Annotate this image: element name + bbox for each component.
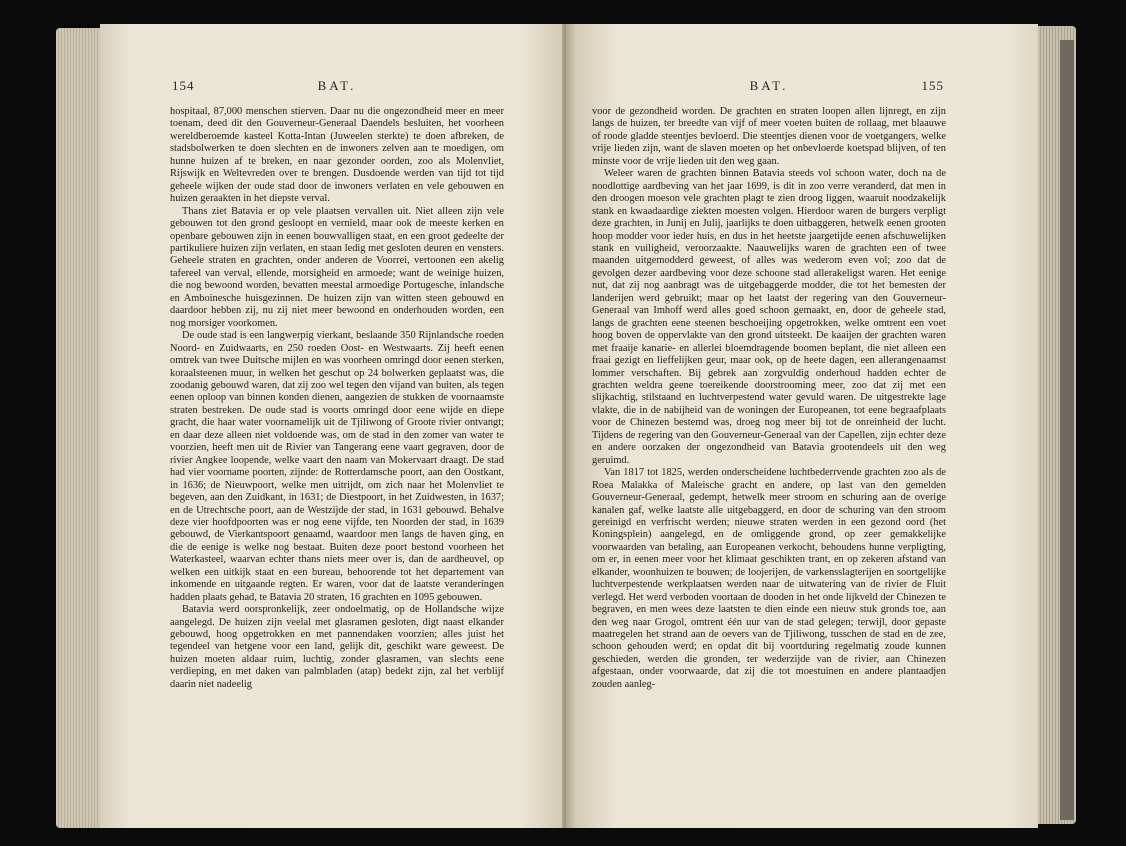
left-paragraph-3: De oude stad is een langwerpig vierkant, beslaande 350 Rijnlandsche roeden Noord- en Zuidwaarts, en 250 roeden Oost- en Westwaarts. Zij heeft eenen omtrek van twee Duitsche mijlen en was voorheen omringd door eenen sterken, koraalsteenen muur, in welken het geschut op 24 bolwerken geplaatst was, die zoodanig gebouwd waren, dat zij zoo wel tegen den vijand van buiten, als tegen eenen oploop van binnen konden dienen, aangezien de stukken de voornaamste straten bestreken. De oude stad is voorts omringd door eene wijde en diepe gracht, die haar water voornamelijk uit de Tjiliwong of Groote rivier ontvangt; en daar deze alleen niet voldoende was, om de stad in den zomer van water te voorzien, heeft men uit de Rivier van Tangerang eene vaart gegraven, door de rivier Angkee loopende, welke vaart den naam van Mokervaart draagt. De stad had vier voorname poorten, zijnde: de Rotterdamsche poort, aan den Oostkant, in 1636; de Nieuwpoort, welke men uitrijdt, om zich naar het Molenvliet te begeven, aan den Zuidkant, in 1631; de Diestpoort, in het Zuidwesten, in 1637; en de Utrechtsche poort, aan de Westzijde der stad, in 1631 gebouwd. Behalve deze vier hoofdpoorten was er nog eene vijfde, ten Noorden der stad, in 1639 gebouwd, de Vierkantspoort genaamd, waardoor men langs de haven ging, en die de eenige is welke nog bestaat. Buiten deze poort bestond voorheen het Waterkasteel, waarvan echter thans niets meer over is, dan de aardheuvel, op welken een uitkijk staat en een bureau, behoorende tot het departement van inkomende en uitgaande regten. Er waren, voor dat de laatste veranderingen hadden plaats gehad, te Batavia 20 straten, 16 grachten en 1095 gebouwen. [170,330,504,603]
right-paragraph-3: Van 1817 tot 1825, werden onderscheidene luchtbederrvende grachten zoo als de Roea Malakka of Maleische gracht en andere, op last van den gemelden Gouverneur-Generaal, gedempt, hetwelk meer stroom en schuring aan de overige kanalen gaf, welke laatste alle uitgebaggerd, en door de schuring van den stroom gereinigd en verfrischt werden; nieuwe straten werden in een gezond oord (het Koningsplein) aangelegd, en de omliggende grond, op zeer gemakkelijke voorwaarden van betaling, aan Europeanen verkocht, behoudens hunne verpligting, om er, in eenen meer voor het klimaat geschikten trant, en op zekeren afstand van elkander, woonhuizen te bouwen; de loojerijen, de varkensslagterijen en soortgelijke luchtverpestende werkplaatsen werden naar de uitwatering van de rivier de Fluit verlegd. Het werd verboden voortaan de dooden in het onde lijkveld der Chinezen te begraven, en men wees deze laatsten te dien einde een nieuw stuk gronds toe, aan den weg naar Grogol, omtrent één uur van de stad gelegen; terwijl, door gepaste maatregelen het strand aan de oevers van de Tjiliwong, tusschen de stad en de zee, schoon gehouden werd; en opdat dit bij voortduring regelmatig zoude kunnen geschieden, werden die gronden, ter wederzijde van de rivier, aan Chinezen afgestaan, onder voorwaarde, dat zij die tot moestuinen en andere plantaadjen zouden aanleg- [592,467,946,690]
left-page [100,24,570,828]
right-page [566,24,1038,828]
book-cover-edge [1060,40,1074,820]
left-page-number: 154 [172,78,195,93]
left-page-body [170,106,504,691]
left-running-title: BAT. [317,78,357,93]
left-running-head [172,78,502,98]
right-page-number: 155 [921,78,944,93]
left-paragraph-1: hospitaal, 87,000 menschen stierven. Daar nu die ongezondheid meer en meer toenam, deed dit den Gouverneur-Generaal Daendels besluiten, het voorheen wereldberoemde kasteel Kotta-Intan (Juweelen sterkte) te doen afbreken, de stadsbolwerken te doen slechten en de inwoners zelven aan te moedigen, om hunne huizen af te breken, en naar gezonder oorden, zoo als Molenvliet, Rijswijk en Weltevreden over te brengen. Dusdoende werden van tijd tot tijd geheele wijken der oude stad door de inwoners verlaten en vele gebouwen en huizen geraakten in het diepste verval. [170,106,504,205]
left-paragraph-4: Batavia werd oorspronkelijk, zeer ondoelmatig, op de Hollandsche wijze aangelegd. De huizen zijn veelal met glasramen gesloten, digt naast elkander gebouwd, hoog opgetrokken en met pannendaken voorzien; alles juist het tegendeel van hetgene voor een land, gelijk dit, geschikt ware geweest. De huizen moeten aldaar ruim, luchtig, zonder glasramen, van slechts eene verdieping, en met daken van palmbladen (atap) bedekt zijn, zal het verblijf daarin niet nadeelig [170,604,504,690]
right-running-head [594,78,944,98]
right-paragraph-2: Weleer waren de grachten binnen Batavia steeds vol schoon water, doch na de noodlottige aardbeving van het jaar 1699, is dit in zoo verre veranderd, dat men in den droogen moeson vele grachten plagt te zien droog liggen, waaruit noodzakelijk stank en kwaadaardige ziekten moesten volgen. Hierdoor waren de burgers verpligt deze grachten, in Junij en Julij, jaarlijks te doen uitbaggeren, hetwelk eenen grooten hoop modder voor ieder huis, en dus in het heetste jaargetijde eenen afschuwelijken stank en vuiligheid, veroorzaakte. Naauwelijks waren de grachten een of twee maanden uitgemodderd geweest, of alles was wederom even vol; zoo dat de gevolgen dezer aardbeving voor deze schoone stad allerakeligst waren. Het eenige nut, dat zij nog aanbragt was de uitgebaggerde modder, die tot het bemesten der landerijen werd gebruikt; maar op het laatst der regering van den Gouverneur-Generaal van Imhoff werd alles goed schoon gemaakt, en, door de geheele stad, langs de grachten eene steenen beschoeijing opgetrokken, welke omtrent een voet hoog boven de oppervlakte van den grond uitsteekt. De kaaijen der grachten waren met fraaije kanarie- en allerlei bloemdragende boomen beplant, die niet alleen een fraai gezigt en lieffelijken geur, maar ook, op de heete dagen, een allerangenaamst lommer verschaften. Bij gebrek aan zorgvuldig onderhoud hadden echter de grachten weldra geene toereikende doorstrooming meer, zoo dat zij met een slijkachtig, stilstaand en luchtverpestend water gevuld waren. De uitgestrekte lage vlakte, die in de nabijheid van de woningen der Europeanen, tot eene begraafplaats voor de Chinezen bestemd was, droeg nog meer bij tot de onreinheid der lucht. Tijdens de regering van den Gouverneur-Generaal van der Capellen, zijn echter deze en andere oorzaken der ongezondheid van Batavia grootendeels uit den weg geruimd. [592,168,946,466]
right-paragraph-1: voor de gezondheid worden. De grachten en straten loopen allen lijnregt, en zijn langs de huizen, ter breedte van vijf of meer voeten buiten de rollaag, met blaauwe of roode gladde steentjes bevloerd. Die steentjes dienen voor de voetgangers, welke vrije lieden zijn, want de slaven moeten op het onbevloerde koetspad blijven, of ten minste voor de vrije lieden uit den weg gaan. [592,106,946,167]
left-paragraph-2: Thans ziet Batavia er op vele plaatsen vervallen uit. Niet alleen zijn vele gebouwen tot den grond gesloopt en vernield, maar ook de meeste kerken en openbare gebouwen zijn in eenen bouwvalligen staat, en een groot gedeelte der partikuliere huizen zijn verlaten, en staan ledig met gesloten deuren en vensters. Geheele straten en grachten, onder anderen de Voorrei, vertoonen een akelig tafereel van verval, ellende, morsigheid en armoede; want de weinige huizen, die nog bewoond worden, bevatten meestal armoedige Portugesche, inlandsche en Amboinesche huisgezinnen. De huizen zijn van witten steen gebouwd en daardoor hebben zij, nu zij niet meer bewoond en onderhouden worden, een nog morsiger voorkomen. [170,205,504,329]
right-running-title: BAT. [749,78,789,93]
right-page-body [592,106,946,691]
